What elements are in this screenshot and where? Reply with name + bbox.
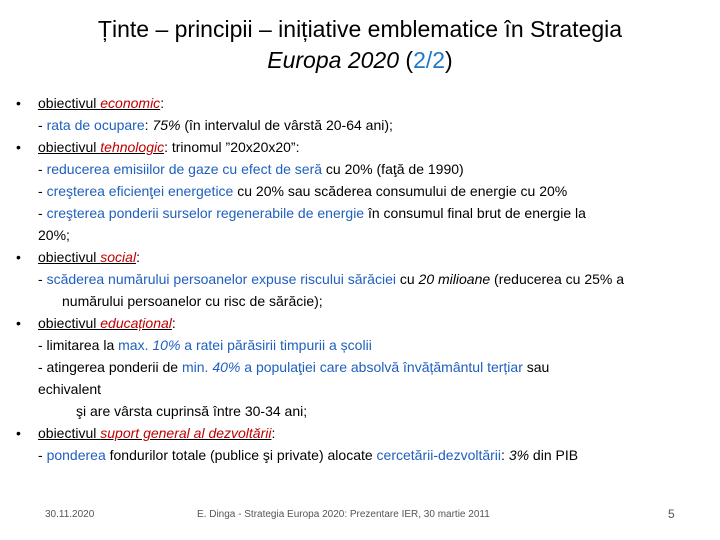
tehnologic-line-3-cont: 20%; [38, 227, 70, 243]
bullet-label [38, 315, 172, 331]
value: 10% [152, 337, 181, 353]
bullet-icon: • [16, 249, 21, 265]
bullet-label [38, 139, 164, 155]
label-prefix: obiectivul [38, 249, 101, 265]
bullet-social [10, 246, 700, 268]
label-prefix: obiectivul [38, 139, 101, 155]
bullet-tehnologic [10, 136, 700, 158]
tehnologic-line-3 [10, 202, 700, 224]
lead: - atingerea ponderii de [38, 359, 182, 375]
social-line-1 [10, 268, 700, 290]
highlight: creşterea eficienţei energetice [46, 183, 234, 199]
page-number: 5 [668, 507, 675, 521]
tail: cu 20% sau scăderea consumului de energie cu 20% [233, 183, 568, 199]
highlight: ponderea [46, 447, 106, 463]
tail: în consumul final brut de energie la [364, 205, 586, 221]
bullet-economic [10, 92, 700, 114]
lead: - limitarea la [38, 337, 119, 353]
highlight: creşterea ponderii surselor regenerabile de energie [46, 205, 365, 221]
title-paren-open: ( [399, 47, 414, 73]
bullet-educational [10, 312, 700, 334]
bullet-icon: • [16, 139, 21, 155]
label-objective: social [100, 249, 137, 265]
highlight: reducerea emisiilor de gaze cu efect de seră [46, 161, 323, 177]
label-objective: educațional [100, 315, 172, 331]
mid: fondurilor totale (publice şi private) alocate [105, 447, 377, 463]
educational-line-2-cont: echivalent [38, 381, 102, 397]
educational-line-2 [10, 356, 700, 378]
tail: din PIB [529, 447, 579, 463]
dash: - [38, 205, 47, 221]
label-objective: tehnologic [100, 139, 165, 155]
label-objective: suport general al dezvoltării [100, 425, 272, 441]
tail: sau [522, 359, 550, 375]
title-europa-2020: Europa 2020 [267, 47, 399, 73]
economic-line-1 [10, 114, 700, 136]
bullet-icon: • [16, 425, 21, 441]
title-line-1: Ținte – principii – inițiative emblematice în Strategia [97, 16, 623, 42]
tehnologic-line-1 [10, 158, 700, 180]
label-prefix: obiectivul [38, 315, 101, 331]
footer-caption: E. Dinga - Strategia Europa 2020: Prezentare IER, 30 martie 2011 [197, 509, 490, 520]
colon: : [501, 447, 509, 463]
bullet-label [38, 425, 271, 441]
highlight: cercetării-dezvoltării [376, 447, 502, 463]
label-prefix: obiectivul [38, 95, 101, 111]
dash: - [38, 117, 47, 133]
highlight: rata de ocupare [46, 117, 145, 133]
footer-date: 30.11.2020 [45, 509, 95, 520]
title-fraction: 2/2 [413, 47, 446, 73]
highlight: min. [182, 359, 213, 375]
label-suffix: : [171, 315, 176, 331]
value: 75% [152, 117, 181, 133]
title-line-2 [40, 45, 680, 76]
dash: - [38, 183, 47, 199]
slide-content [10, 92, 700, 466]
suport-line-1 [10, 444, 700, 466]
tehnologic-line-2 [10, 180, 700, 202]
educational-line-1 [10, 334, 700, 356]
label-suffix: : [271, 425, 276, 441]
bullet-suport [10, 422, 700, 444]
value: 3% [508, 447, 530, 463]
label-objective: economic [100, 95, 161, 111]
dash: - [38, 161, 47, 177]
social-line-1-cont: numărului persoanelor cu risc de sărăcie); [62, 293, 323, 309]
label-suffix: : [136, 249, 140, 265]
value: 20 milioane [418, 271, 491, 287]
highlight: scăderea numărului persoanelor expuse riscului sărăciei [46, 271, 396, 287]
tail: cu 20% (faţă de 1990) [322, 161, 464, 177]
educational-line-2-cont2: şi are vârsta cuprinsă între 30-34 ani; [76, 403, 308, 419]
tail: (reducerea cu 25% a [490, 271, 625, 287]
bullet-label [38, 95, 160, 111]
mid: cu [395, 271, 419, 287]
bullet-icon: • [16, 95, 21, 111]
bullet-icon: • [16, 315, 21, 331]
highlight: a populaţiei care absolvă învățământul terțiar [240, 359, 523, 375]
dash: - [38, 271, 47, 287]
value: 40% [212, 359, 241, 375]
label-suffix: : [160, 95, 165, 111]
title-paren-close: ) [445, 47, 453, 73]
highlight: max. [118, 337, 153, 353]
dash: - [38, 447, 47, 463]
label-suffix: : trinomul ”20x20x20”: [164, 139, 300, 155]
tail: (în intervalul de vârstă 20-64 ani); [180, 117, 393, 133]
bullet-label [38, 249, 136, 265]
label-prefix: obiectivul [38, 425, 101, 441]
slide-title [40, 14, 680, 76]
highlight: a ratei părăsirii timpurii a școlii [180, 337, 372, 353]
colon: : [144, 117, 153, 133]
